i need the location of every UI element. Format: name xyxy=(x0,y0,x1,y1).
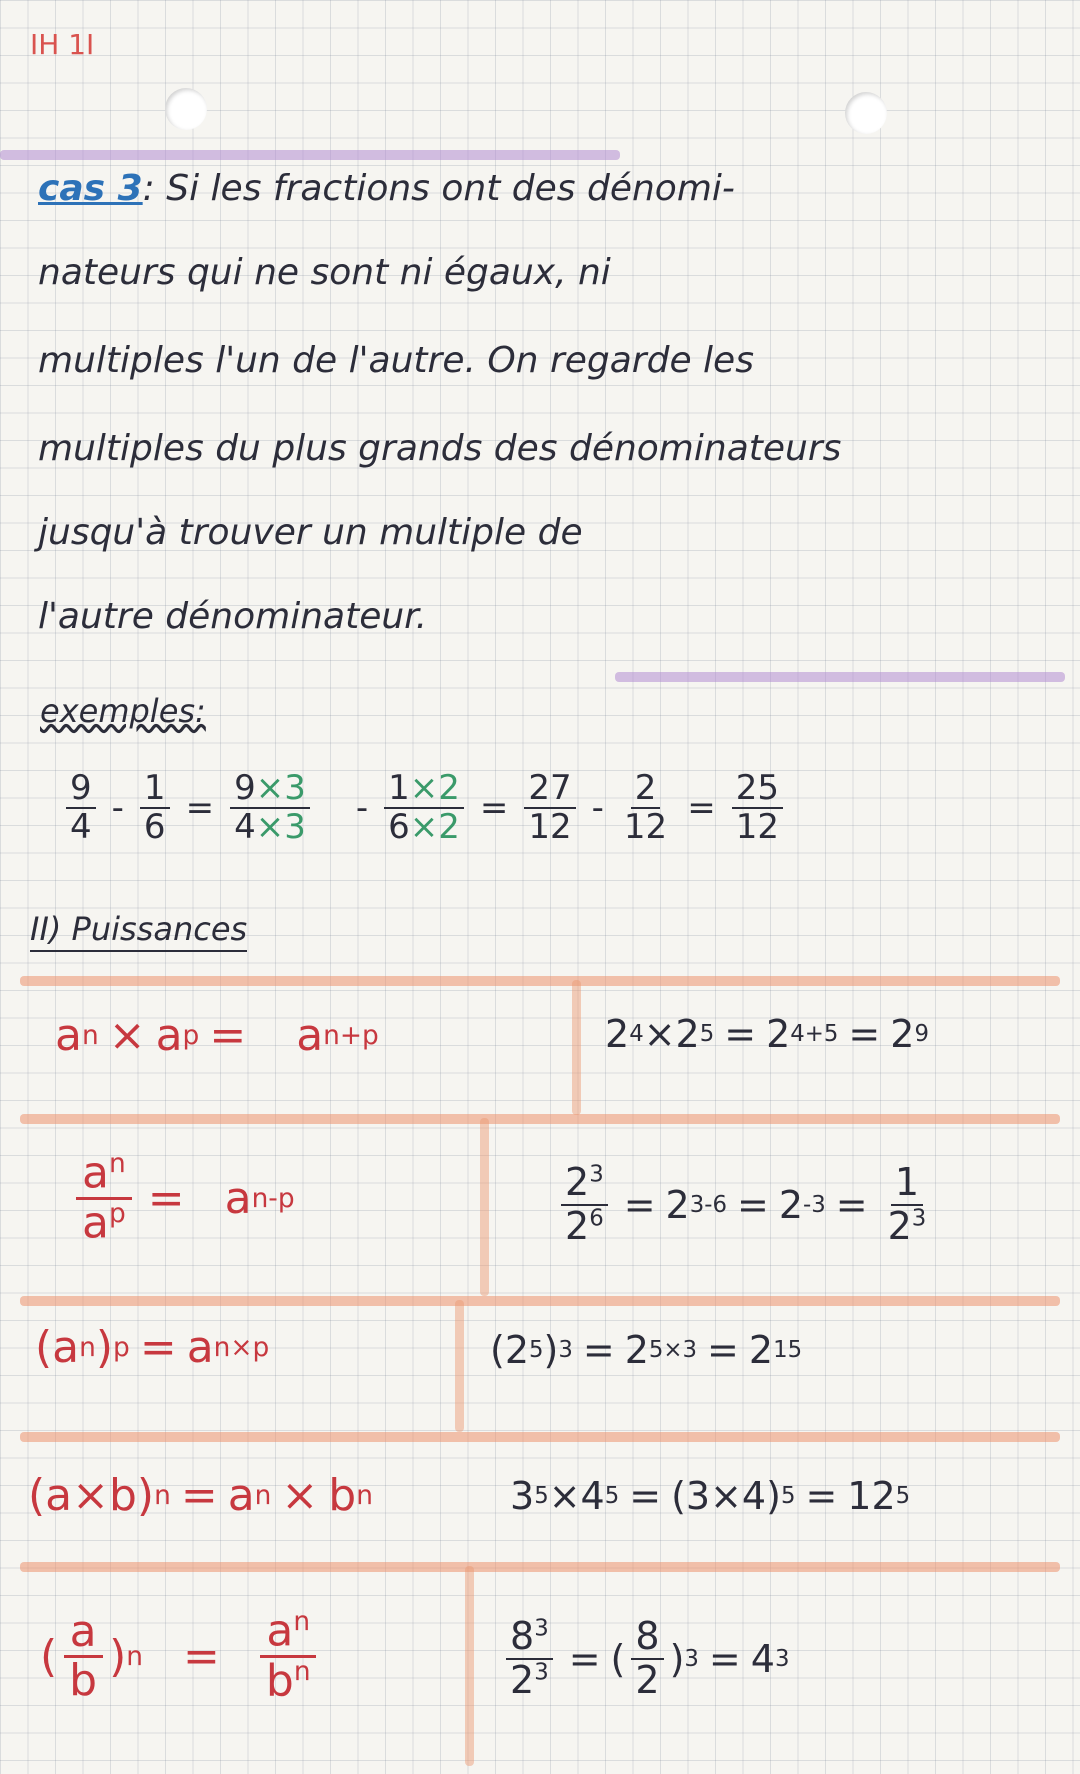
rule-power-of-power: (a n ) p = a n×p xyxy=(35,1322,270,1373)
rule-product-same-base: a n × a p = a n+p xyxy=(55,1010,379,1061)
examples-title: exemples: xyxy=(40,692,206,730)
case-colon: : xyxy=(142,168,155,209)
note-line-6: l'autre dénominateur. xyxy=(38,596,428,637)
punch-hole-left xyxy=(165,88,207,130)
example-product-same-base: 2 4 × 2 5 = 2 4+5 = 2 9 xyxy=(605,1012,929,1056)
note-line-5: jusqu'à trouver un multiple de xyxy=(38,512,583,553)
rule-quotient-same-base: $\frac{a^n}{a^p}$ = a n-p xyxy=(70,1150,295,1247)
case-label: cas 3 xyxy=(38,168,143,209)
purple-highlight-top xyxy=(0,150,620,160)
note-text-1: Si les fractions ont des dénomi- xyxy=(166,168,735,209)
example-power-of-product: 3 5 × 4 5 = (3×4) 5 = 12 5 xyxy=(510,1474,911,1518)
orange-divider-2 xyxy=(480,1118,489,1296)
fraction-1x2-6x2: $\frac{1\times 2}{6\times 2}$ xyxy=(384,770,464,847)
fraction-9x3-4x3: $\frac{9\times 3}{4\times 3}$ xyxy=(230,770,310,847)
example-power-of-power: (2 5 ) 3 = 2 5×3 = 2 15 xyxy=(490,1328,803,1372)
corner-tag: IH 1I xyxy=(30,28,95,61)
example-quotient-same-base: $\frac{2^3}{2^6}$ = 2 3-6 = 2 -3 = $\frac{1}{2^3}$ xyxy=(555,1162,936,1248)
note-line-2: nateurs qui ne sont ni égaux, ni xyxy=(38,252,611,293)
note-line-4: multiples du plus grands des dénominateurs xyxy=(38,428,842,469)
orange-line-1 xyxy=(20,976,1060,986)
orange-line-4 xyxy=(20,1432,1060,1442)
fraction-example: $\frac{9}{4}$ - $\frac{1}{6}$ = $\frac{9\times 3}{4\times 3}$ - $\frac{1\times 2}{6\times 2}$ = $\frac{27}{12}$ - $\frac{2}{12}$ = $\frac{25}{12}$ xyxy=(60,770,789,847)
orange-divider-1 xyxy=(572,980,581,1115)
fraction-9-4: $\frac{9}{4}$ xyxy=(66,770,96,847)
fraction-2-12: $\frac{2}{12}$ xyxy=(623,768,668,848)
fraction-1-6: $\frac{1}{6}$ xyxy=(140,770,170,847)
punch-hole-right xyxy=(845,92,887,134)
rule-power-of-product: (a×b) n = a n × b n xyxy=(28,1470,373,1521)
orange-line-5 xyxy=(20,1562,1060,1572)
orange-divider-4 xyxy=(465,1566,474,1766)
example-power-of-quotient: $\frac{8^3}{2^3}$ = ( $\frac{8}{2}$ ) 3 = 4 3 xyxy=(500,1616,789,1702)
rule-power-of-quotient: ( $\frac{a}{b}$ ) n = $\frac{a^n}{b^n}$ xyxy=(40,1608,323,1705)
note-line-1 xyxy=(38,168,735,209)
fraction-25-12: $\frac{25}{12}$ xyxy=(732,770,783,847)
note-line-3: multiples l'un de l'autre. On regarde les xyxy=(38,340,754,381)
fraction-27-12: $\frac{27}{12}$ xyxy=(524,770,575,847)
purple-highlight-mid xyxy=(615,672,1065,682)
orange-line-2 xyxy=(20,1114,1060,1124)
powers-title: II) Puissances xyxy=(30,910,247,952)
orange-divider-3 xyxy=(455,1300,464,1432)
orange-line-3 xyxy=(20,1296,1060,1306)
